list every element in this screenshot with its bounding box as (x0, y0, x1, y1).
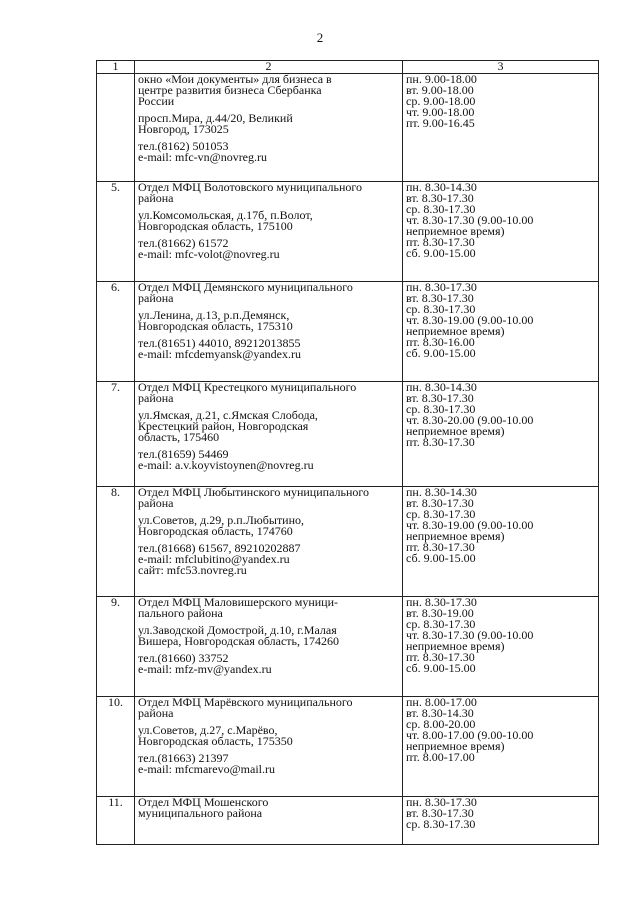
office-address (138, 625, 399, 647)
office-name-line: центре развития бизнеса Сбербанка (138, 83, 322, 97)
column-header-hours: 3 (403, 61, 599, 74)
column-header-number: 1 (97, 61, 135, 74)
office-contacts-line: e-mail: mfc-vn@novreg.ru (138, 150, 268, 164)
office-contacts-line: e-mail: mfz-mv@yandex.ru (138, 662, 272, 676)
working-hours-line: пн. 8.00-17.00 (406, 696, 477, 709)
working-hours-line: сб. 9.00-15.00 (406, 346, 476, 360)
working-hours-line: пн. 9.00-18.00 (406, 73, 477, 86)
office-address-line: Новгородская область, 175100 (138, 219, 293, 233)
office-address-line: ул.Ямская, д.21, с.Ямская Слобода, (138, 408, 318, 422)
office-contacts-line: e-mail: mfcmarevo@mail.ru (138, 762, 275, 776)
office-address (138, 210, 399, 232)
working-hours-line: чт. 9.00-18.00 (406, 105, 475, 119)
working-hours-line: чт. 8.30-19.00 (9.00-10.00 (406, 313, 534, 327)
working-hours-cell (403, 697, 599, 797)
working-hours-line: пн. 8.30-14.30 (406, 181, 477, 194)
working-hours-line: пт. 8.30-17.30 (406, 540, 475, 554)
table-row (97, 597, 599, 697)
working-hours-cell (403, 74, 599, 182)
working-hours-line: неприемное время) (406, 639, 505, 653)
office-name-line: района (138, 291, 174, 305)
office-name-line: Отдел МФЦ Крестецкого муниципального (138, 381, 357, 394)
office-name-line: района (138, 706, 174, 720)
office-name-line: района (138, 496, 174, 510)
working-hours-line: ср. 9.00-18.00 (406, 94, 476, 108)
office-contacts-line: e-mail: mfcdemyansk@yandex.ru (138, 347, 301, 361)
office-name-line: муниципального района (138, 806, 263, 820)
table-header-row (97, 61, 599, 74)
office-address-line: Вишера, Новгородская область, 174260 (138, 634, 340, 648)
office-name (138, 697, 399, 719)
office-address (138, 113, 399, 135)
office-address-line: ул.Заводской Домострой, д.10, г.Малая (138, 623, 337, 637)
office-address-line: Новгородская область, 174760 (138, 524, 293, 538)
working-hours-cell (403, 797, 599, 845)
office-info-cell (135, 382, 403, 487)
office-address (138, 410, 399, 443)
office-contacts (138, 238, 399, 260)
mfc-schedule-table (96, 60, 599, 845)
working-hours-line: ср. 8.30-17.30 (406, 302, 476, 316)
office-contacts-line: тел.(8162) 501053 (138, 139, 229, 153)
office-name-line: Отдел МФЦ Любытинского муниципального (138, 486, 369, 499)
office-name (138, 797, 399, 819)
office-name-line: Отдел МФЦ Марёвского муниципального (138, 696, 353, 709)
working-hours-cell (403, 282, 599, 382)
office-contacts (138, 543, 399, 576)
office-name (138, 182, 399, 204)
working-hours-line: ср. 8.30-17.30 (406, 202, 476, 216)
working-hours-line: вт. 8.30-17.30 (406, 391, 474, 405)
table-row (97, 182, 599, 282)
office-contacts (138, 141, 399, 163)
working-hours-line: пн. 8.30-14.30 (406, 381, 477, 394)
working-hours-line: чт. 8.30-19.00 (9.00-10.00 (406, 518, 534, 532)
office-contacts-line: e-mail: mfc-volot@novreg.ru (138, 247, 280, 261)
office-contacts-line: тел.(81651) 44010, 89212013855 (138, 336, 301, 350)
row-number: 5. (97, 182, 135, 282)
table-row (97, 697, 599, 797)
working-hours-line: неприемное время) (406, 739, 505, 753)
office-info-cell (135, 797, 403, 845)
table-row (97, 282, 599, 382)
working-hours-line: пн. 8.30-17.30 (406, 596, 477, 609)
office-address-line: ул.Советов, д.29, р.п.Любытино, (138, 513, 305, 527)
working-hours-line: сб. 9.00-15.00 (406, 661, 476, 675)
working-hours-line: сб. 9.00-15.00 (406, 246, 476, 260)
working-hours-line: вт. 9.00-18.00 (406, 83, 474, 97)
row-number: 7. (97, 382, 135, 487)
working-hours-line: пт. 8.00-17.00 (406, 750, 475, 764)
office-name-line: Отдел МФЦ Демянского муниципального (138, 281, 353, 294)
working-hours-line: неприемное время) (406, 324, 505, 338)
row-number: 11. (97, 797, 135, 845)
working-hours-cell (403, 487, 599, 597)
table-row (97, 797, 599, 845)
column-header-office: 2 (135, 61, 403, 74)
table-body (97, 74, 599, 845)
working-hours-cell (403, 382, 599, 487)
working-hours-line: ср. 8.30-17.30 (406, 507, 476, 521)
working-hours-line: ср. 8.30-17.30 (406, 817, 476, 831)
table-row (97, 487, 599, 597)
office-address-line: ул.Советов, д.27, с.Марёво, (138, 723, 278, 737)
row-number (97, 74, 135, 182)
office-address-line: Новгород, 173025 (138, 122, 229, 136)
row-number: 6. (97, 282, 135, 382)
office-contacts-line: e-mail: mfclubitino@yandex.ru (138, 552, 290, 566)
office-name (138, 597, 399, 619)
table-row (97, 74, 599, 182)
table-row (97, 382, 599, 487)
office-info-cell (135, 697, 403, 797)
working-hours-line: пт. 8.30-16.00 (406, 335, 475, 349)
office-name (138, 282, 399, 304)
office-contacts (138, 653, 399, 675)
working-hours-line: пн. 8.30-14.30 (406, 486, 477, 499)
office-name-line: пального района (138, 606, 223, 620)
working-hours-line: вт. 8.30-17.30 (406, 191, 474, 205)
working-hours-line: вт. 8.30-17.30 (406, 496, 474, 510)
office-info-cell (135, 282, 403, 382)
office-address (138, 310, 399, 332)
working-hours-line: ср. 8.30-17.30 (406, 617, 476, 631)
office-name (138, 487, 399, 509)
office-contacts-line: тел.(81668) 61567, 89210202887 (138, 541, 301, 555)
working-hours-line: пт. 9.00-16.45 (406, 116, 475, 130)
office-contacts-line: тел.(81662) 61572 (138, 236, 229, 250)
office-contacts-line: сайт: mfc53.novreg.ru (138, 563, 247, 577)
office-name-line: Отдел МФЦ Мошенского (138, 796, 269, 809)
office-address-line: Крестецкий район, Новгородская (138, 419, 309, 433)
working-hours-line: чт. 8.30-17.30 (9.00-10.00 (406, 213, 534, 227)
office-name-line: России (138, 94, 175, 108)
office-address (138, 515, 399, 537)
working-hours-cell (403, 182, 599, 282)
working-hours-cell (403, 597, 599, 697)
office-address-line: ул.Ленина, д.13, р.п.Демянск, (138, 308, 290, 322)
office-info-cell (135, 597, 403, 697)
office-name (138, 74, 399, 107)
office-contacts-line: тел.(81663) 21397 (138, 751, 229, 765)
working-hours-line: неприемное время) (406, 224, 505, 238)
office-contacts-line: e-mail: a.v.koyvistoynen@novreg.ru (138, 458, 314, 472)
row-number: 8. (97, 487, 135, 597)
office-name-line: Отдел МФЦ Маловишерского муници- (138, 596, 339, 609)
working-hours-line: чт. 8.00-17.00 (9.00-10.00 (406, 728, 534, 742)
working-hours-line: чт. 8.30-17.30 (9.00-10.00 (406, 628, 534, 642)
office-address-line: Новгородская область, 175310 (138, 319, 293, 333)
working-hours-line: вт. 8.30-19.00 (406, 606, 474, 620)
office-name-line: района (138, 191, 174, 205)
page-number: 2 (316, 30, 324, 45)
working-hours-line: ср. 8.30-17.30 (406, 402, 476, 416)
office-address-line: просп.Мира, д.44/20, Великий (138, 111, 293, 125)
office-address-line: Новгородская область, 175350 (138, 734, 293, 748)
working-hours-line: сб. 9.00-15.00 (406, 551, 476, 565)
office-contacts-line: тел.(81659) 54469 (138, 447, 229, 461)
office-contacts-line: тел.(81660) 33752 (138, 651, 229, 665)
office-address (138, 725, 399, 747)
working-hours-line: неприемное время) (406, 424, 505, 438)
office-address-line: область, 175460 (138, 430, 220, 444)
office-info-cell (135, 182, 403, 282)
office-contacts (138, 753, 399, 775)
office-contacts (138, 449, 399, 471)
working-hours-line: неприемное время) (406, 529, 505, 543)
row-number: 9. (97, 597, 135, 697)
office-address-line: ул.Комсомольская, д.17б, п.Волот, (138, 208, 313, 222)
working-hours-line: пт. 8.30-17.30 (406, 650, 475, 664)
office-info-cell (135, 487, 403, 597)
office-info-cell (135, 74, 403, 182)
working-hours-line: вт. 8.30-14.30 (406, 706, 474, 720)
working-hours-line: чт. 8.30-20.00 (9.00-10.00 (406, 413, 534, 427)
office-name-line: окно «Мои документы» для бизнеса в (138, 73, 332, 86)
office-name-line: Отдел МФЦ Волотовского муниципального (138, 181, 362, 194)
working-hours-line: пт. 8.30-17.30 (406, 435, 475, 449)
working-hours-line: пн. 8.30-17.30 (406, 796, 477, 809)
row-number: 10. (97, 697, 135, 797)
office-name (138, 382, 399, 404)
working-hours-line: вт. 8.30-17.30 (406, 806, 474, 820)
working-hours-line: пт. 8.30-17.30 (406, 235, 475, 249)
working-hours-line: вт. 8.30-17.30 (406, 291, 474, 305)
working-hours-line: пн. 8.30-17.30 (406, 281, 477, 294)
office-name-line: района (138, 391, 174, 405)
working-hours-line: ср. 8.00-20.00 (406, 717, 476, 731)
office-contacts (138, 338, 399, 360)
